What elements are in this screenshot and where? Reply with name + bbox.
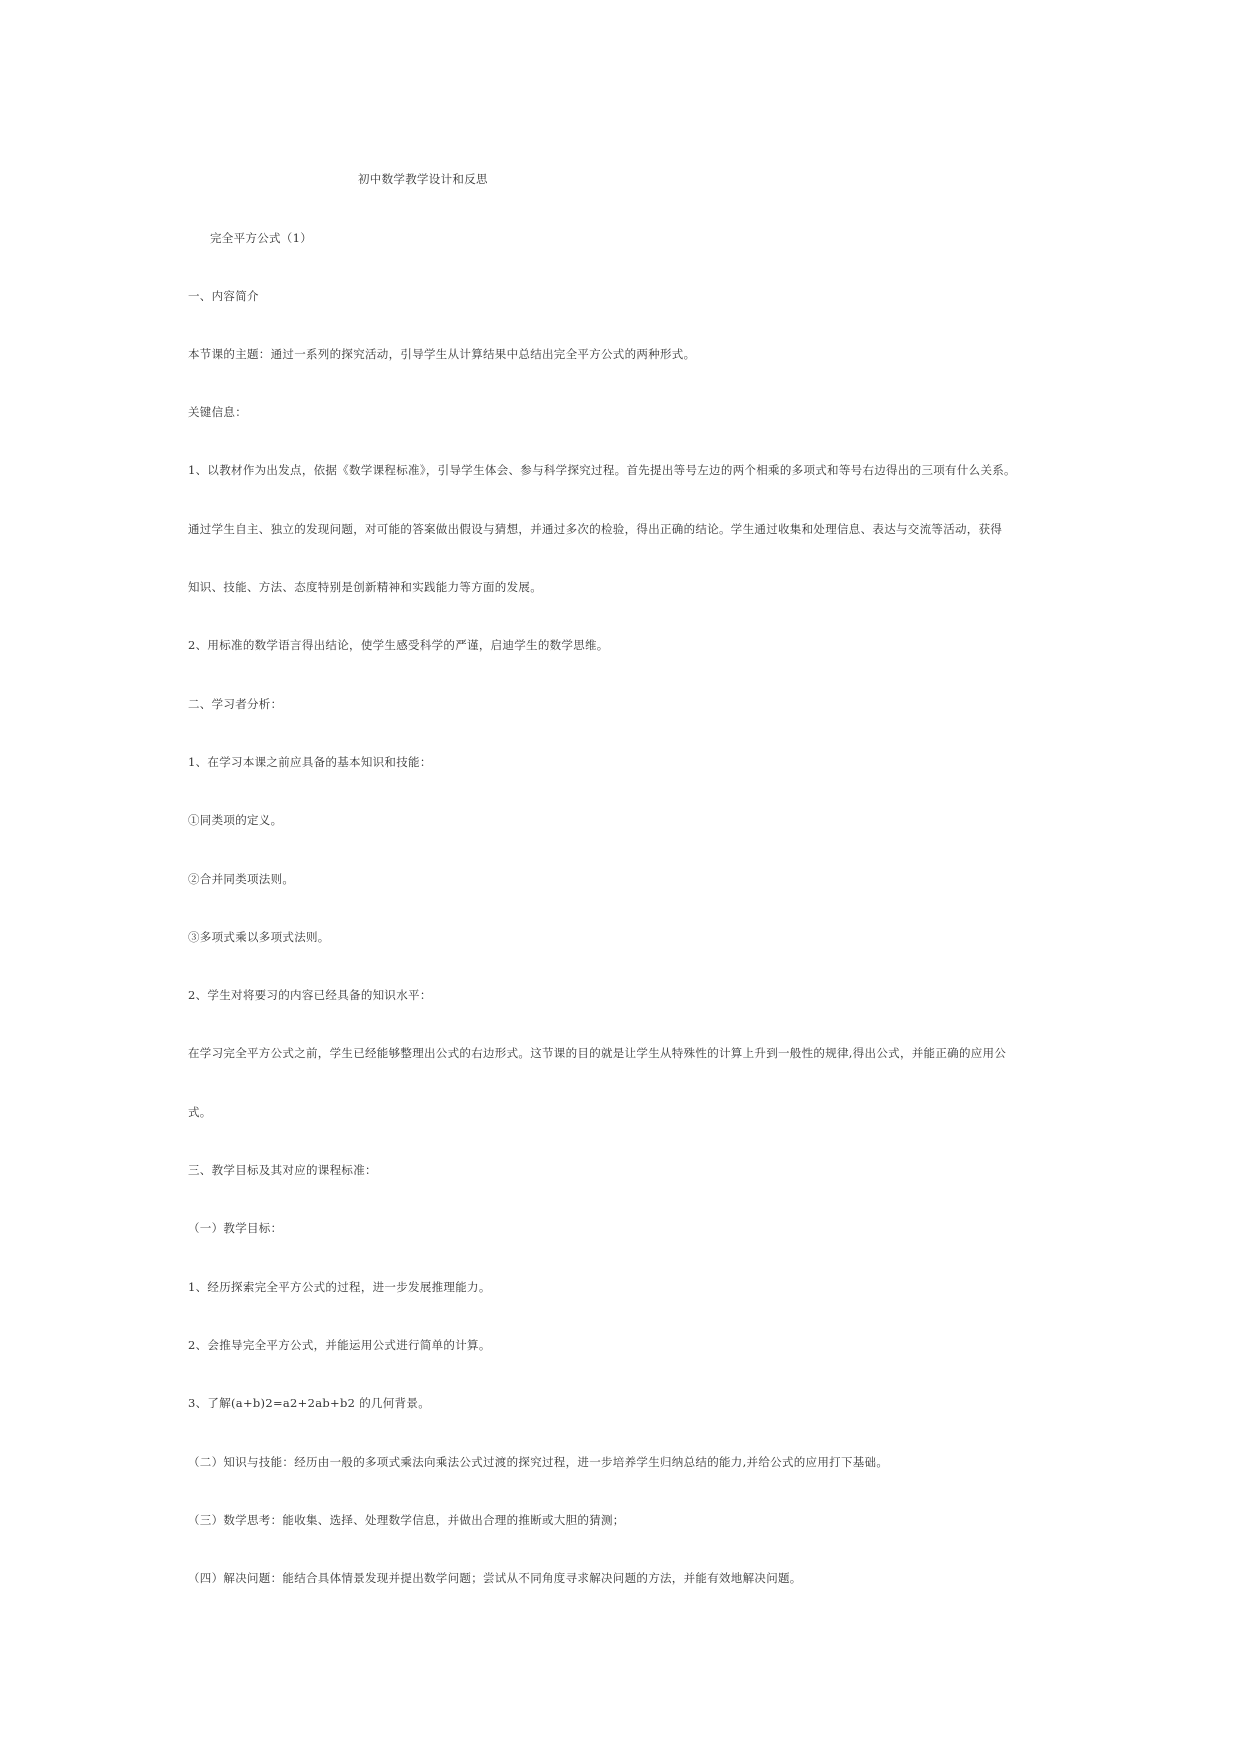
paragraph: 本节课的主题：通过一系列的探究活动，引导学生从计算结果中总结出完全平方公式的两种形式。 <box>188 347 696 361</box>
section-heading-objectives: 三、教学目标及其对应的课程标准： <box>188 1163 377 1177</box>
document-title: 初中数学教学设计和反思 <box>358 172 488 186</box>
paragraph: 1、以教材作为出发点，依据《数学课程标准》，引导学生体会、参与科学探究过程。首先提出等号左边的两个相乘的多项式和等号右边得出的三项有什么关系。 <box>188 463 1016 477</box>
paragraph: 关键信息： <box>188 405 247 419</box>
paragraph: 2、用标准的数学语言得出结论，使学生感受科学的严谨，启迪学生的数学思维。 <box>188 638 609 652</box>
document-subtitle: 完全平方公式（1） <box>210 231 313 245</box>
paragraph: 通过学生自主、独立的发现问题，对可能的答案做出假设与猜想，并通过多次的检验，得出正确的结论。学生通过收集和处理信息、表达与交流等活动，获得 <box>188 522 1003 536</box>
list-item: 2、会推导完全平方公式，并能运用公式进行简单的计算。 <box>188 1338 491 1352</box>
paragraph: 在学习完全平方公式之前，学生已经能够整理出公式的右边形式。这节课的目的就是让学生从特殊性的计算上升到一般性的规律,得出公式，并能正确的应用公 <box>188 1046 1007 1060</box>
list-item: ①同类项的定义。 <box>188 813 283 827</box>
section-heading-learners: 二、学习者分析： <box>188 697 283 711</box>
paragraph: （二）知识与技能：经历由一般的多项式乘法向乘法公式过渡的探究过程，进一步培养学生归纳总结的能力,并给公式的应用打下基础。 <box>188 1455 889 1469</box>
paragraph: （三）数学思考：能收集、选择、处理数学信息，并做出合理的推断或大胆的猜测； <box>188 1513 625 1527</box>
section-heading-intro: 一、内容简介 <box>188 289 259 303</box>
paragraph: 2、学生对将要习的内容已经具备的知识水平： <box>188 988 432 1002</box>
paragraph: 知识、技能、方法、态度特别是创新精神和实践能力等方面的发展。 <box>188 580 542 594</box>
list-item: 3、了解(a+b)2=a2+2ab+b2 的几何背景。 <box>188 1396 431 1410</box>
list-item: 1、经历探索完全平方公式的过程，进一步发展推理能力。 <box>188 1280 491 1294</box>
paragraph: 1、在学习本课之前应具备的基本知识和技能： <box>188 755 432 769</box>
paragraph: （一）教学目标： <box>188 1221 283 1235</box>
paragraph: 式。 <box>188 1105 212 1119</box>
paragraph: （四）解决问题：能结合具体情景发现并提出数学问题；尝试从不同角度寻求解决问题的方法，并能有效地解决问题。 <box>188 1571 802 1585</box>
list-item: ②合并同类项法则。 <box>188 872 295 886</box>
list-item: ③多项式乘以多项式法则。 <box>188 930 330 944</box>
